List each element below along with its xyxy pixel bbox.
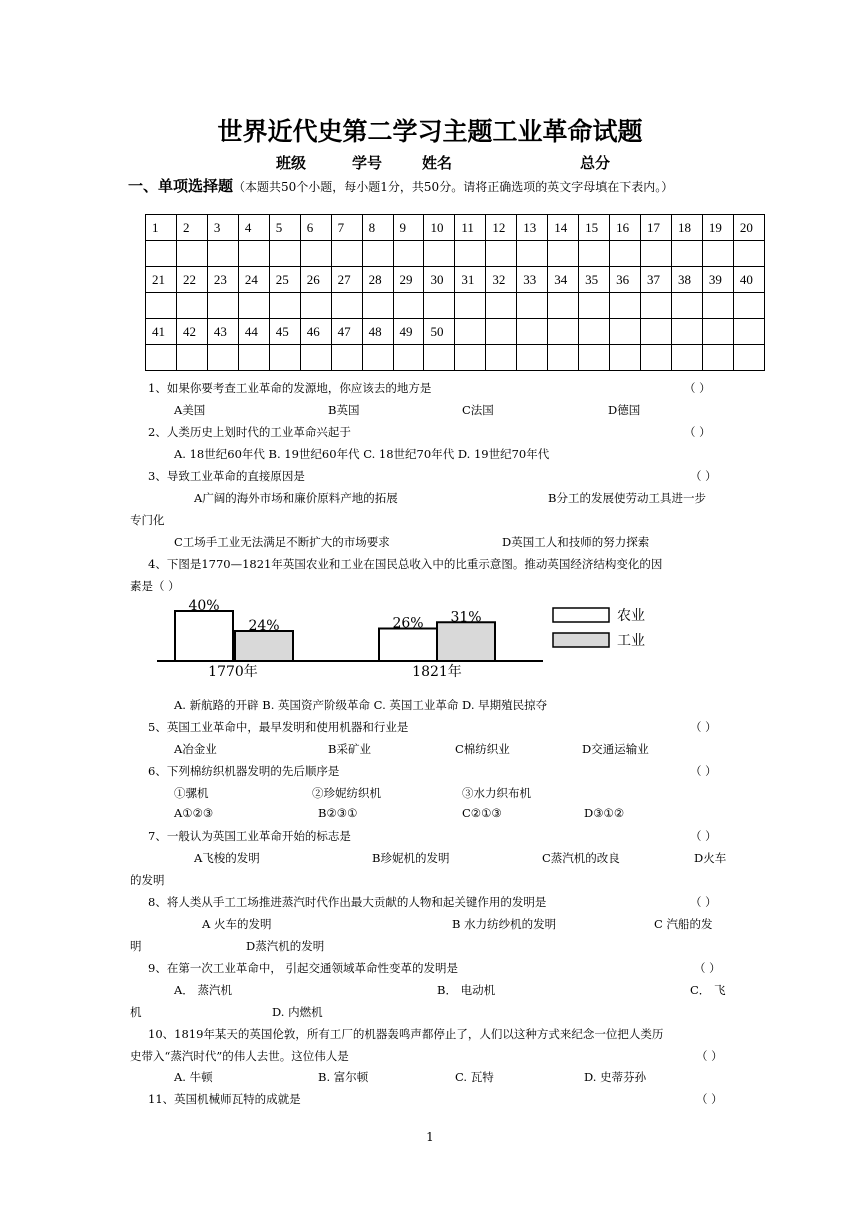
grid-number-cell: 23	[207, 267, 238, 293]
question-text: 史带入“蒸汽时代”的伟人去世。这位伟人是	[130, 1049, 349, 1063]
section-note: （本题共50个小题，每小题1分，共50分。请将正确选项的英文字母填在下表内。）	[233, 180, 674, 194]
grid-number-cell	[517, 319, 548, 345]
grid-answer-cell[interactable]	[424, 241, 455, 267]
grid-answer-cell[interactable]	[671, 293, 702, 319]
grid-answer-cell[interactable]	[517, 293, 548, 319]
grid-answer-cell[interactable]	[702, 293, 733, 319]
question-text: 9、在第一次工业革命中， 引起交通领域革命性变革的发明是	[148, 961, 458, 975]
grid-number-cell: 34	[548, 267, 579, 293]
grid-answer-cell[interactable]	[671, 345, 702, 371]
grid-answer-cell[interactable]	[362, 345, 393, 371]
grid-number-cell: 29	[393, 267, 424, 293]
grid-answer-cell[interactable]	[269, 293, 300, 319]
grid-number-cell	[455, 319, 486, 345]
question-text: D. 史蒂芬孙	[584, 1070, 647, 1084]
grid-number-cell: 27	[331, 267, 362, 293]
question-text: ③水力织布机	[462, 786, 531, 800]
grid-answer-cell[interactable]	[393, 241, 424, 267]
category-label: 1821年	[412, 664, 462, 680]
question-text: A 火车的发明	[202, 917, 272, 931]
grid-answer-cell[interactable]	[733, 241, 764, 267]
grid-number-cell: 16	[610, 215, 641, 241]
grid-answer-cell[interactable]	[300, 241, 331, 267]
question-text: D蒸汽机的发明	[246, 939, 325, 953]
question-text: A. 新航路的开辟 B. 英国资产阶级革命 C. 英国工业革命 D. 早期殖民掠夺	[174, 698, 548, 712]
name-label: 姓名	[422, 154, 453, 172]
grid-answer-cell[interactable]	[238, 293, 269, 319]
grid-answer-cell[interactable]	[548, 293, 579, 319]
bar-value-label: 26%	[392, 615, 424, 632]
question-text: 10、1819年某天的英国伦敦，所有工厂的机器轰鸣声都停止了，人们以这种方式来纪念一位把人类历	[148, 1027, 664, 1041]
grid-number-cell	[579, 319, 610, 345]
question-text: C工场手工业无法满足不断扩大的市场要求	[174, 535, 390, 549]
grid-answer-cell[interactable]	[579, 293, 610, 319]
bar-value-label: 31%	[450, 609, 482, 626]
grid-number-cell	[733, 319, 764, 345]
question-text: 明	[130, 939, 142, 953]
grid-number-cell	[671, 319, 702, 345]
question-text: （ ）	[690, 469, 717, 483]
grid-answer-cell[interactable]	[486, 293, 517, 319]
question-text: ①骡机	[174, 786, 209, 800]
question-text: B分工的发展使劳动工具进一步	[548, 491, 706, 505]
question-text: B珍妮机的发明	[372, 851, 450, 865]
question-text: A飞梭的发明	[194, 851, 260, 865]
category-label: 1770年	[208, 664, 258, 680]
legend-swatch-agriculture	[553, 608, 609, 622]
question-text: A. 牛顿	[174, 1070, 213, 1084]
grid-answer-cell[interactable]	[362, 293, 393, 319]
grid-number-cell: 1	[146, 215, 177, 241]
question-text: B②③①	[318, 806, 358, 820]
grid-number-cell: 6	[300, 215, 331, 241]
grid-number-cell: 41	[146, 319, 177, 345]
grid-answer-cell[interactable]	[579, 345, 610, 371]
question-text: D火车	[694, 851, 727, 865]
grid-answer-cell[interactable]	[176, 345, 207, 371]
question-text: 5、英国工业革命中，最早发明和使用机器和行业是	[148, 720, 409, 734]
grid-number-cell: 12	[486, 215, 517, 241]
bar-industry	[437, 622, 495, 661]
question-text: 2、人类历史上划时代的工业革命兴起于	[148, 425, 351, 439]
grid-number-cell: 38	[671, 267, 702, 293]
grid-number-cell: 49	[393, 319, 424, 345]
grid-number-row	[146, 319, 765, 345]
grid-number-cell: 46	[300, 319, 331, 345]
grid-answer-cell[interactable]	[641, 241, 672, 267]
grid-answer-cell[interactable]	[548, 345, 579, 371]
question-text: C棉纺织业	[455, 742, 510, 756]
section-title: 一、单项选择题	[128, 177, 234, 195]
grid-number-cell: 31	[455, 267, 486, 293]
grid-number-cell: 3	[207, 215, 238, 241]
grid-number-cell: 35	[579, 267, 610, 293]
grid-number-cell: 48	[362, 319, 393, 345]
grid-answer-cell[interactable]	[455, 293, 486, 319]
grid-answer-cell[interactable]	[207, 345, 238, 371]
question-text: （ ）	[690, 895, 717, 909]
grid-answer-cell[interactable]	[331, 293, 362, 319]
grid-number-cell: 24	[238, 267, 269, 293]
grid-number-cell: 30	[424, 267, 455, 293]
question-text: D③①②	[584, 806, 625, 820]
question-text: （ ）	[696, 1092, 723, 1106]
bar-value-label: 40%	[188, 598, 220, 614]
grid-number-cell: 25	[269, 267, 300, 293]
question-text: （ ）	[690, 720, 717, 734]
grid-answer-cell[interactable]	[486, 345, 517, 371]
answer-grid	[145, 214, 765, 371]
question-text: B． 电动机	[437, 983, 496, 997]
grid-number-cell: 20	[733, 215, 764, 241]
number-label: 学号	[352, 154, 383, 172]
grid-answer-cell[interactable]	[393, 293, 424, 319]
grid-answer-cell[interactable]	[331, 241, 362, 267]
grid-answer-cell[interactable]	[300, 293, 331, 319]
legend-swatch-industry	[553, 633, 609, 647]
grid-answer-row	[146, 241, 765, 267]
grid-number-row	[146, 267, 765, 293]
grid-number-cell	[486, 319, 517, 345]
question-text: A广阔的海外市场和廉价原料产地的拓展	[194, 491, 398, 505]
grid-number-cell: 13	[517, 215, 548, 241]
grid-answer-cell[interactable]	[517, 345, 548, 371]
grid-answer-cell[interactable]	[610, 345, 641, 371]
question-text: A①②③	[174, 806, 214, 820]
grid-number-cell: 32	[486, 267, 517, 293]
grid-answer-cell[interactable]	[733, 293, 764, 319]
grid-answer-cell[interactable]	[424, 345, 455, 371]
grid-answer-cell[interactable]	[455, 345, 486, 371]
grid-number-cell: 44	[238, 319, 269, 345]
grid-answer-cell[interactable]	[702, 241, 733, 267]
grid-answer-row	[146, 293, 765, 319]
grid-answer-cell[interactable]	[733, 345, 764, 371]
question-text: 8、将人类从手工工场推进蒸汽时代作出最大贡献的人物和起关键作用的发明是	[148, 895, 547, 909]
question-text: 6、下列棉纺织机器发明的先后顺序是	[148, 764, 340, 778]
question-text: D. 内燃机	[272, 1005, 323, 1019]
bar-chart	[155, 598, 695, 680]
grid-number-cell: 18	[671, 215, 702, 241]
grid-number-cell: 26	[300, 267, 331, 293]
grid-answer-cell[interactable]	[455, 241, 486, 267]
page-title: 世界近代史第二学习主题工业革命试题	[217, 117, 643, 146]
grid-number-cell: 10	[424, 215, 455, 241]
question-text: D德国	[608, 403, 641, 417]
grid-answer-cell[interactable]	[362, 241, 393, 267]
bar-industry	[235, 631, 293, 661]
grid-number-cell: 7	[331, 215, 362, 241]
question-text: A冶金业	[174, 742, 217, 756]
question-text: 7、一般认为英国工业革命开始的标志是	[148, 829, 351, 843]
grid-answer-cell[interactable]	[702, 345, 733, 371]
question-text: A． 蒸汽机	[174, 983, 232, 997]
question-text: B. 富尔顿	[318, 1070, 369, 1084]
page-number: 1	[426, 1130, 434, 1144]
grid-answer-row	[146, 345, 765, 371]
grid-number-cell	[641, 319, 672, 345]
grid-answer-cell[interactable]	[579, 241, 610, 267]
grid-answer-cell[interactable]	[146, 241, 177, 267]
grid-number-cell: 28	[362, 267, 393, 293]
grid-number-cell: 22	[176, 267, 207, 293]
grid-answer-cell[interactable]	[486, 241, 517, 267]
grid-answer-cell[interactable]	[207, 241, 238, 267]
question-text: C蒸汽机的改良	[542, 851, 620, 865]
grid-number-cell: 8	[362, 215, 393, 241]
grid-answer-cell[interactable]	[610, 293, 641, 319]
question-text: （ ）	[696, 1049, 723, 1063]
question-text: （ ）	[694, 961, 721, 975]
grid-answer-cell[interactable]	[238, 345, 269, 371]
grid-answer-cell[interactable]	[671, 241, 702, 267]
legend-label-agriculture: 农业	[617, 608, 645, 624]
question-text: A美国	[174, 403, 206, 417]
grid-number-cell: 50	[424, 319, 455, 345]
grid-answer-cell[interactable]	[176, 241, 207, 267]
grid-number-cell: 11	[455, 215, 486, 241]
grid-number-cell: 14	[548, 215, 579, 241]
grid-answer-cell[interactable]	[393, 345, 424, 371]
grid-answer-cell[interactable]	[269, 345, 300, 371]
grid-number-cell: 36	[610, 267, 641, 293]
grid-number-cell: 5	[269, 215, 300, 241]
class-label: 班级	[276, 154, 307, 172]
grid-number-cell: 39	[702, 267, 733, 293]
question-text: 专门化	[130, 513, 165, 527]
grid-number-cell: 4	[238, 215, 269, 241]
grid-number-row	[146, 215, 765, 241]
grid-number-cell: 42	[176, 319, 207, 345]
question-text: C 汽船的发	[654, 917, 713, 931]
question-text: 11、英国机械师瓦特的成就是	[148, 1092, 301, 1106]
grid-number-cell: 9	[393, 215, 424, 241]
question-text: A. 18世纪60年代 B. 19世纪60年代 C. 18世纪70年代 D. 19世纪70年代	[174, 447, 550, 461]
question-text: （ ）	[684, 381, 711, 395]
question-text: ②珍妮纺织机	[312, 786, 381, 800]
grid-answer-cell[interactable]	[238, 241, 269, 267]
grid-number-cell: 40	[733, 267, 764, 293]
grid-answer-cell[interactable]	[517, 241, 548, 267]
question-text: 素是（ ）	[130, 579, 180, 593]
grid-number-cell: 21	[146, 267, 177, 293]
question-text: D英国工人和技师的努力探索	[502, 535, 650, 549]
grid-answer-cell[interactable]	[641, 345, 672, 371]
grid-number-cell: 17	[641, 215, 672, 241]
grid-number-cell: 47	[331, 319, 362, 345]
grid-answer-cell[interactable]	[548, 241, 579, 267]
total-label: 总分	[580, 154, 611, 172]
question-text: 3、导致工业革命的直接原因是	[148, 469, 305, 483]
question-text: C②①③	[462, 806, 502, 820]
grid-number-cell: 37	[641, 267, 672, 293]
grid-number-cell: 33	[517, 267, 548, 293]
grid-answer-cell[interactable]	[146, 345, 177, 371]
bar-agriculture	[379, 629, 437, 662]
grid-answer-cell[interactable]	[176, 293, 207, 319]
grid-answer-cell[interactable]	[610, 241, 641, 267]
grid-number-cell	[610, 319, 641, 345]
grid-number-cell: 45	[269, 319, 300, 345]
question-text: C． 飞	[690, 983, 726, 997]
legend-label-industry: 工业	[617, 633, 645, 649]
grid-answer-cell[interactable]	[641, 293, 672, 319]
grid-number-cell: 19	[702, 215, 733, 241]
question-text: B英国	[328, 403, 360, 417]
question-text: C法国	[462, 403, 494, 417]
bar-agriculture	[175, 611, 233, 661]
question-text: 机	[130, 1005, 142, 1019]
question-text: 的发明	[130, 873, 165, 887]
grid-number-cell: 43	[207, 319, 238, 345]
question-text: 1、如果你要考查工业革命的发源地，你应该去的地方是	[148, 381, 432, 395]
grid-answer-cell[interactable]	[424, 293, 455, 319]
grid-number-cell: 2	[176, 215, 207, 241]
question-text: 4、下图是1770—1821年英国农业和工业在国民总收入中的比重示意图。推动英国经济结构变化的因	[148, 557, 663, 571]
grid-answer-cell[interactable]	[146, 293, 177, 319]
question-text: C. 瓦特	[455, 1070, 494, 1084]
grid-answer-cell[interactable]	[207, 293, 238, 319]
question-text: D交通运输业	[582, 742, 649, 756]
grid-answer-cell[interactable]	[300, 345, 331, 371]
bar-value-label: 24%	[248, 618, 280, 634]
question-text: B 水力纺纱机的发明	[452, 917, 557, 931]
grid-number-cell	[702, 319, 733, 345]
section-heading	[128, 176, 738, 197]
question-text: （ ）	[690, 764, 717, 778]
grid-number-cell	[548, 319, 579, 345]
grid-answer-cell[interactable]	[269, 241, 300, 267]
question-text: （ ）	[684, 425, 711, 439]
question-text: （ ）	[690, 829, 717, 843]
grid-answer-cell[interactable]	[331, 345, 362, 371]
question-text: B采矿业	[328, 742, 371, 756]
grid-number-cell: 15	[579, 215, 610, 241]
